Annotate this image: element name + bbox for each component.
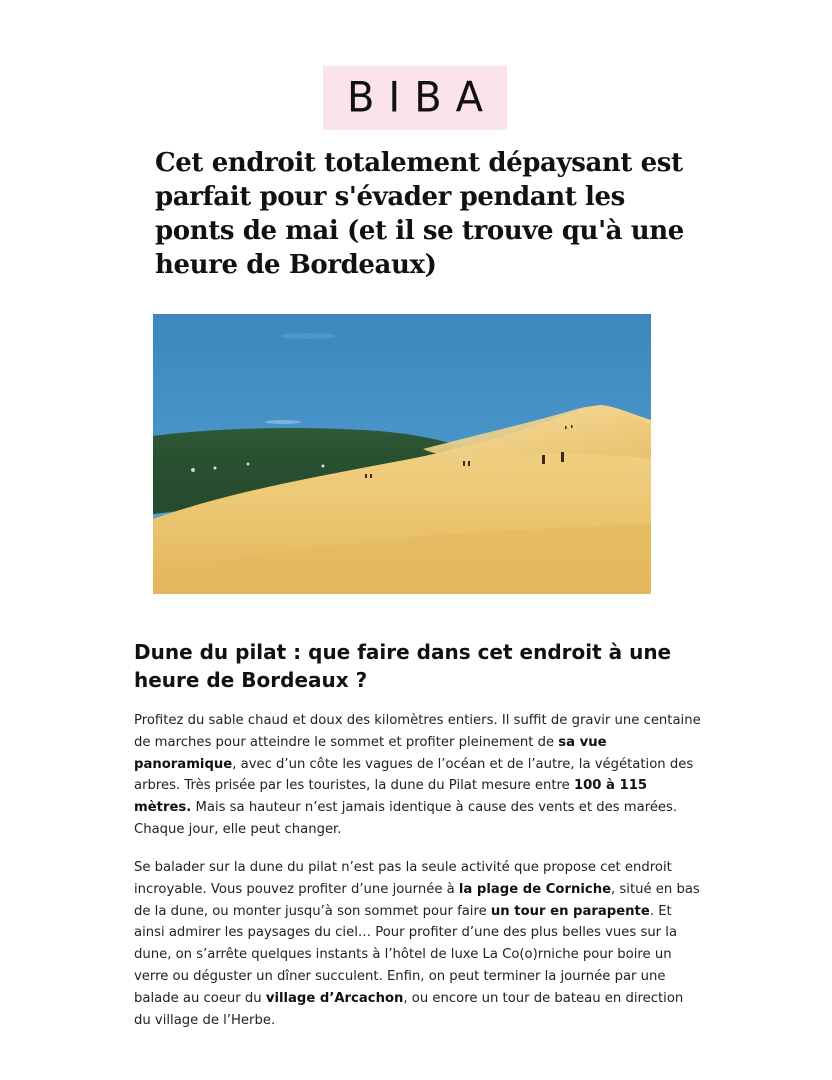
paragraph-text: Profitez du sable chaud et doux des kilomètres entiers. Il suffit de gravir une centaine de marches pour atteindre le sommet et profiter pleinement de xyxy=(134,713,701,750)
logo-text: BIBA xyxy=(346,73,498,123)
paragraph-2 xyxy=(134,857,704,1031)
highlight-parapente: un tour en parapente xyxy=(490,903,650,919)
paragraph-text: , ou encore un tour de bateau en direction du village de l’Herbe. xyxy=(134,990,684,1028)
paragraph-text: . Et ainsi admirer les paysages du ciel… Pour profiter d’une des plus belles vues sur la dune, on s’arrête quelques instants à l’hôtel de luxe La Co(o)rniche pour boire un verre ou déguster un dîner succulent. Enfin, on peut terminer la journée par une balade au coeur du xyxy=(134,903,678,1006)
highlight-arcachon: village d’Arcachon xyxy=(265,990,404,1006)
dune-du-pilat-photo xyxy=(153,314,651,594)
paragraph-text: , avec d’un côte les vagues de l’océan et de l’autre, la végétation des arbres. Très prisée par les touristes, la dune du Pilat mesure entre xyxy=(134,756,694,794)
highlight-plage-corniche: la plage de Corniche xyxy=(458,881,612,897)
highlight-vue-panoramique: sa vue panoramique xyxy=(134,734,607,772)
paragraph-text: , situé en bas de la dune, ou monter jusqu’à son sommet pour faire xyxy=(134,881,700,919)
section-title: Dune du pilat : que faire dans cet endroit à une heure de Bordeaux ? xyxy=(134,640,672,692)
paragraph-text: Se balader sur la dune du pilat n’est pas la seule activité que propose cet endroit incroyable. Vous pouvez profiter d’une journée à xyxy=(134,860,672,897)
article-headline: Cet endroit totalement dépaysant est parfait pour s'évader pendant les ponts de mai (et il se trouve qu'à une heure de Bordeaux) xyxy=(155,148,684,280)
paragraph-1 xyxy=(134,710,704,841)
paragraph-text: Mais sa hauteur n’est jamais identique à cause des vents et des marées. Chaque jour, elle peut changer. xyxy=(134,800,678,837)
highlight-hauteur: 100 à 115 mètres. xyxy=(134,778,648,816)
biba-logo[interactable] xyxy=(323,66,507,130)
